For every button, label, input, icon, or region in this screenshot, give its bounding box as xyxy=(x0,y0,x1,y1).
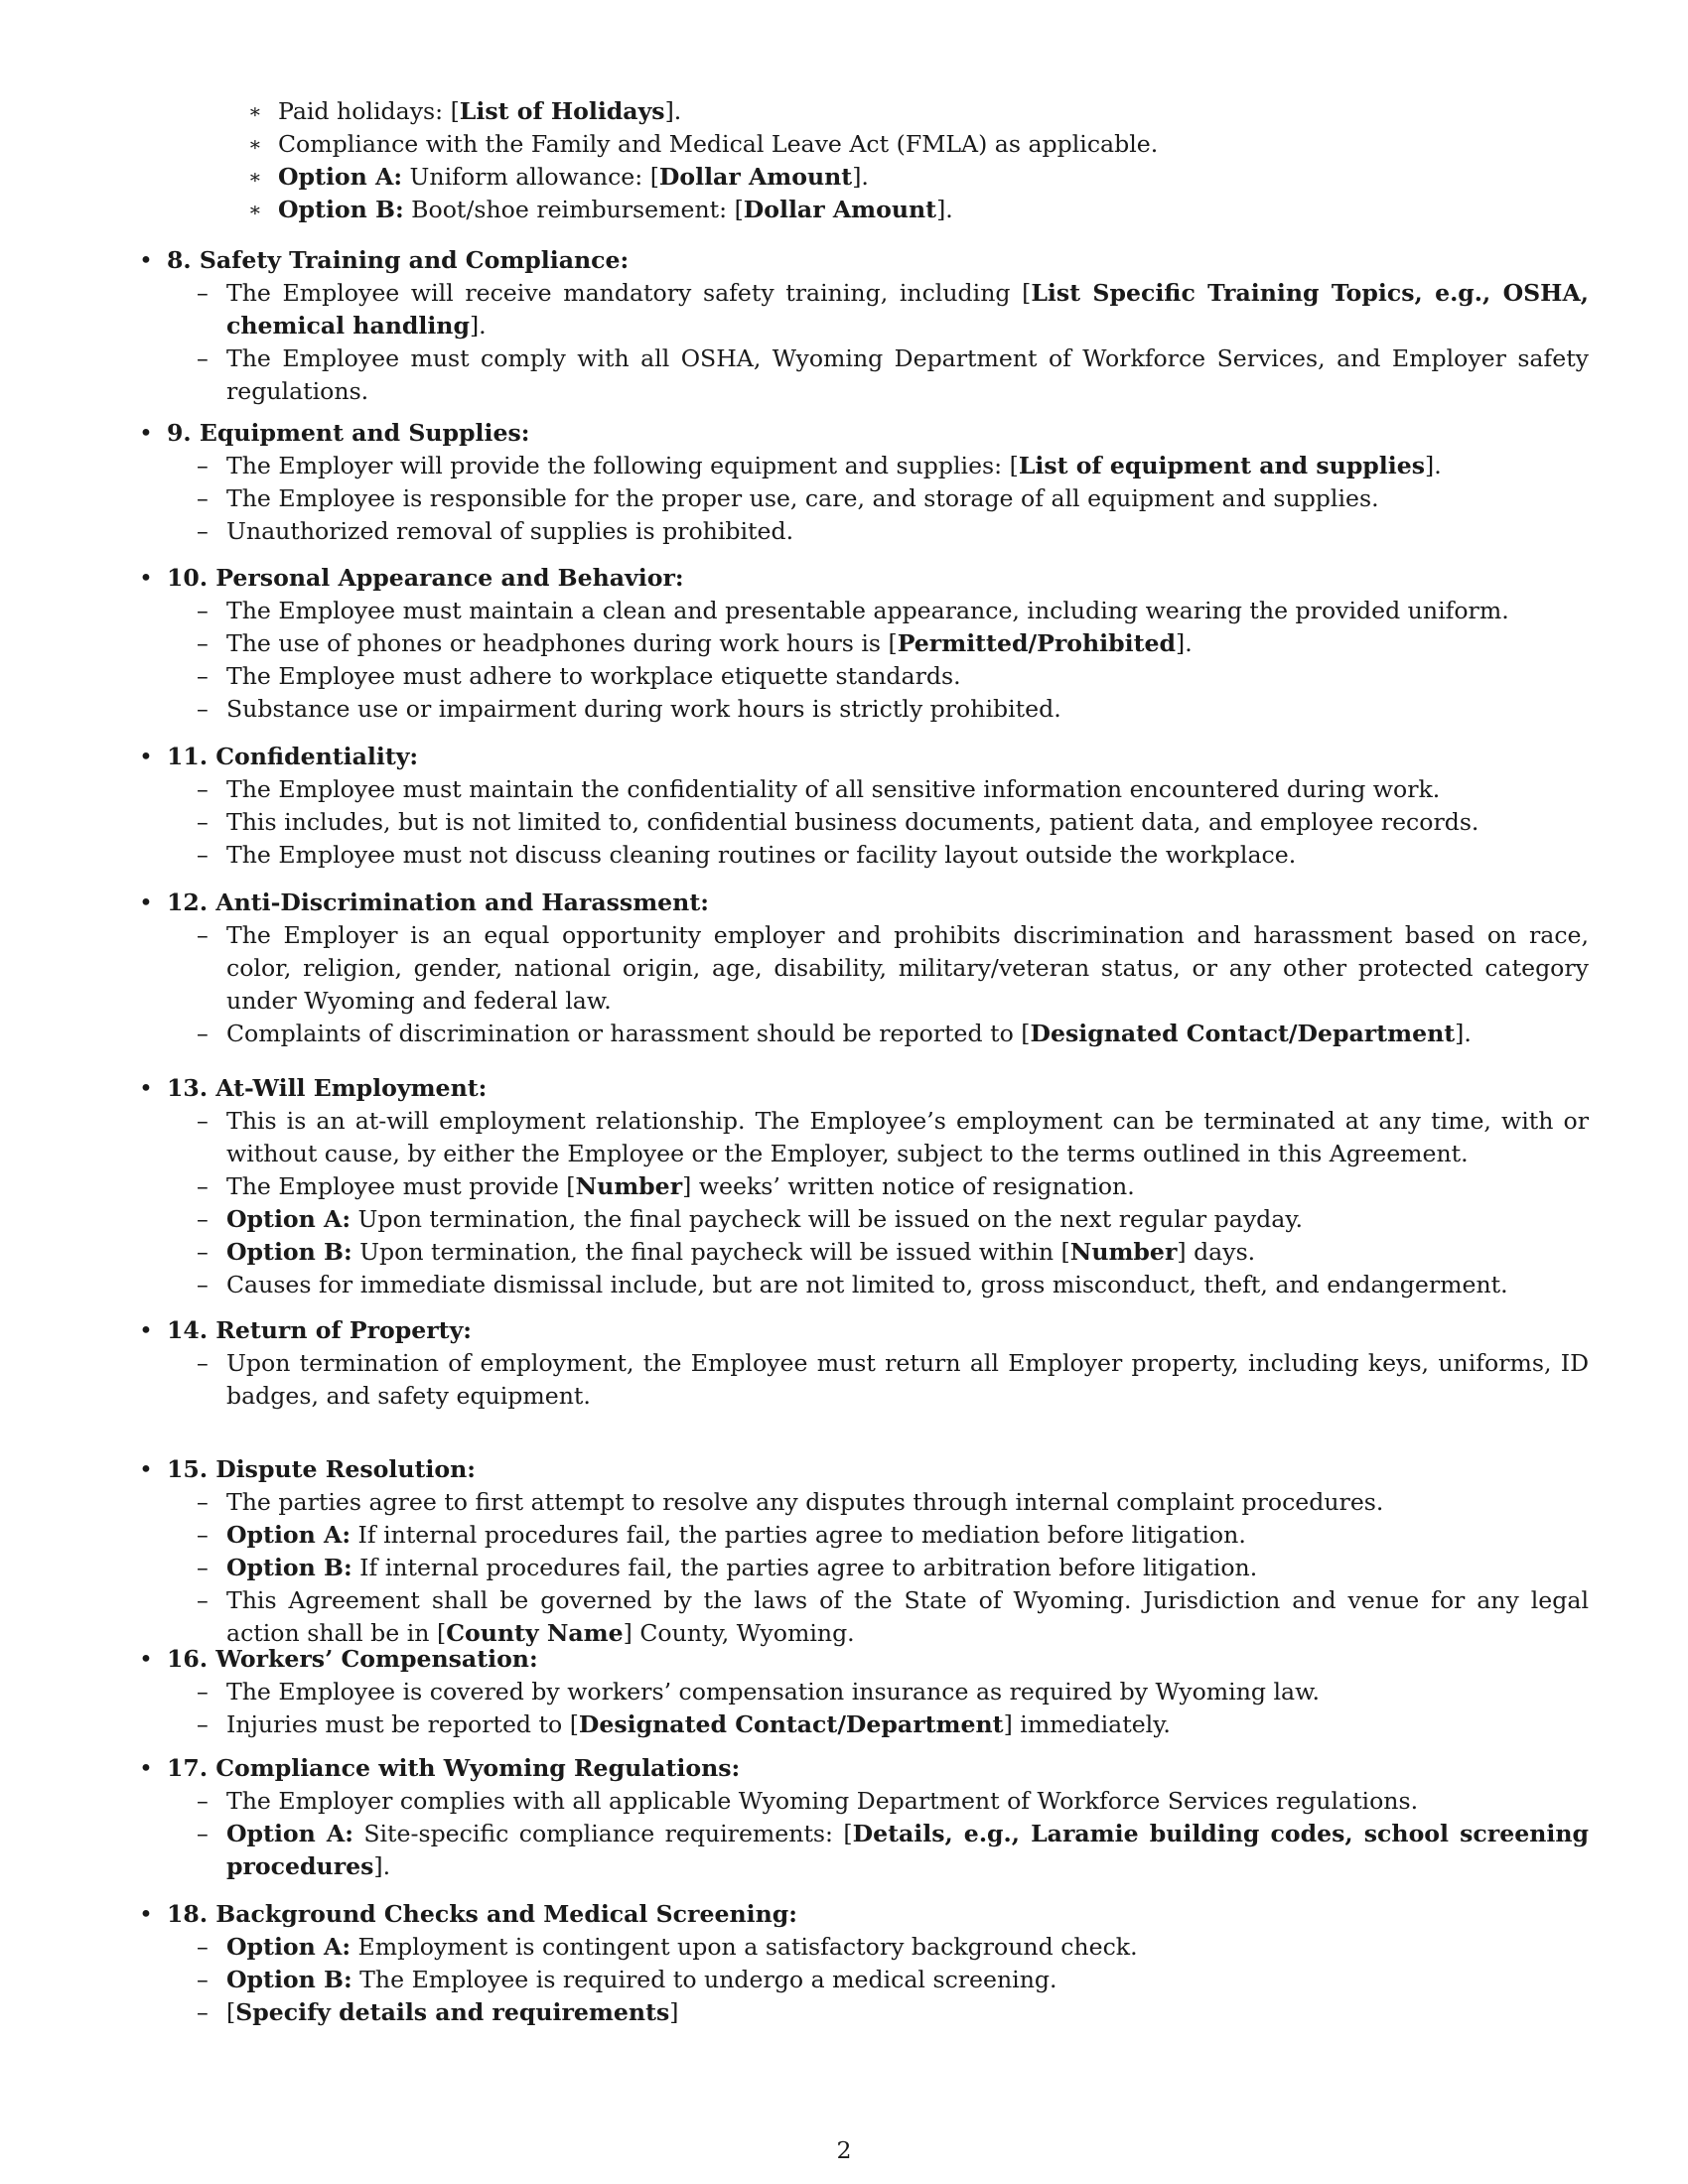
dash-bullet-icon: – xyxy=(197,1107,209,1135)
item-text: The Employer is an equal opportunity employer and prohibits discrimination and harassment based on race, color, religion, gender, national origin, age, disability, military/veteran status, or any other protected category under Wyoming and federal law. xyxy=(226,921,1589,1015)
placeholder-field: Designated Contact/Department xyxy=(1030,1020,1456,1047)
section-item xyxy=(139,595,1589,627)
section-heading xyxy=(139,1752,1589,1785)
dash-bullet-icon: – xyxy=(197,1554,209,1581)
section-item xyxy=(139,342,1589,408)
dash-bullet-icon: – xyxy=(197,808,209,836)
bullet-icon: • xyxy=(139,1074,153,1102)
option-label: Option A: xyxy=(226,1820,353,1847)
section-item xyxy=(139,1105,1589,1170)
dash-bullet-icon: – xyxy=(197,452,209,479)
dash-bullet-icon: – xyxy=(197,1678,209,1706)
bullet-icon: • xyxy=(139,1900,153,1928)
section-item xyxy=(139,660,1589,693)
item-text: Causes for immediate dismissal include, but are not limited to, gross misconduct, theft, and endangerment. xyxy=(226,1271,1508,1298)
option-label: Option A: xyxy=(226,1521,352,1549)
item-text: Injuries must be reported to [ xyxy=(226,1710,579,1738)
benefit-text-end: ]. xyxy=(936,196,953,223)
item-text: Employment is contingent upon a satisfactory background check. xyxy=(351,1933,1138,1961)
section-heading xyxy=(139,562,1589,595)
item-text-end: ]. xyxy=(373,1852,391,1880)
section-heading xyxy=(139,244,1589,277)
dash-bullet-icon: – xyxy=(197,484,209,512)
bullet-icon: • xyxy=(139,1455,153,1483)
item-text: If internal procedures fail, the parties agree to mediation before litigation. xyxy=(351,1521,1246,1549)
section-title: 13. At-Will Employment: xyxy=(167,1074,488,1102)
section-item xyxy=(139,1519,1589,1552)
item-text-end: ] County, Wyoming. xyxy=(623,1619,855,1647)
placeholder-field: Dollar Amount xyxy=(743,196,937,223)
dash-bullet-icon: – xyxy=(197,517,209,545)
bullet-icon: • xyxy=(139,888,153,916)
agreement-section xyxy=(139,1898,1589,2029)
option-label: Option A: xyxy=(226,1205,352,1233)
section-item xyxy=(139,839,1589,872)
item-text: The parties agree to first attempt to resolve any disputes through internal complaint procedures. xyxy=(226,1488,1384,1516)
section-item xyxy=(139,1203,1589,1236)
section-title: 18. Background Checks and Medical Screening: xyxy=(167,1900,797,1928)
section-item xyxy=(139,1584,1589,1650)
dash-bullet-icon: – xyxy=(197,1966,209,1993)
bullet-icon: • xyxy=(139,246,153,274)
section-item xyxy=(139,806,1589,839)
dash-bullet-icon: – xyxy=(197,1205,209,1233)
item-text: The Employer complies with all applicable Wyoming Department of Workforce Services regulations. xyxy=(226,1787,1419,1815)
section-heading xyxy=(139,417,1589,450)
asterisk-bullet-icon: ∗ xyxy=(248,165,262,189)
section-title: 11. Confidentiality: xyxy=(167,743,419,770)
dash-bullet-icon: – xyxy=(197,1998,209,2026)
section-item xyxy=(139,1269,1589,1301)
agreement-section xyxy=(139,887,1589,1050)
bullet-icon: • xyxy=(139,743,153,770)
dash-bullet-icon: – xyxy=(197,1521,209,1549)
placeholder-field: List of equipment and supplies xyxy=(1018,452,1426,479)
section-item xyxy=(139,277,1589,342)
agreement-section xyxy=(139,1314,1589,1413)
benefit-text: Compliance with the Family and Medical Leave Act (FMLA) as applicable. xyxy=(278,130,1159,158)
bullet-icon: • xyxy=(139,564,153,592)
section-item xyxy=(139,1818,1589,1883)
benefit-item xyxy=(248,161,1539,194)
item-text: Substance use or impairment during work hours is strictly prohibited. xyxy=(226,695,1061,723)
section-item xyxy=(139,1785,1589,1818)
placeholder-field: Permitted/Prohibited xyxy=(897,629,1176,657)
dash-bullet-icon: – xyxy=(197,1787,209,1815)
section-item xyxy=(139,1170,1589,1203)
section-heading xyxy=(139,887,1589,919)
agreement-section xyxy=(139,1453,1589,1650)
placeholder-field: Dollar Amount xyxy=(658,163,853,191)
bullet-icon: • xyxy=(139,1754,153,1782)
item-text: The Employee must maintain a clean and presentable appearance, including wearing the provided uniform. xyxy=(226,597,1509,624)
dash-bullet-icon: – xyxy=(197,841,209,869)
dash-bullet-icon: – xyxy=(197,597,209,624)
item-text: Site-specific compliance requirements: [ xyxy=(352,1820,853,1847)
dash-bullet-icon: – xyxy=(197,1933,209,1961)
item-text-end: ] weeks’ written notice of resignation. xyxy=(682,1172,1135,1200)
section-title: 17. Compliance with Wyoming Regulations: xyxy=(167,1754,741,1782)
dash-bullet-icon: – xyxy=(197,662,209,690)
item-text: The Employee must comply with all OSHA, Wyoming Department of Workforce Services, and Employer safety regulations. xyxy=(226,344,1589,405)
item-text: Unauthorized removal of supplies is prohibited. xyxy=(226,517,794,545)
benefit-text: Paid holidays: [ xyxy=(278,97,460,125)
agreement-section xyxy=(139,1643,1589,1741)
item-text-end: ] days. xyxy=(1177,1238,1256,1266)
item-text: The Employee must adhere to workplace etiquette standards. xyxy=(226,662,961,690)
section-item xyxy=(139,1931,1589,1964)
bullet-icon: • xyxy=(139,1316,153,1344)
dash-bullet-icon: – xyxy=(197,1349,209,1377)
page-number: 2 xyxy=(836,2136,852,2164)
agreement-section xyxy=(139,1072,1589,1301)
asterisk-bullet-icon: ∗ xyxy=(248,132,262,156)
agreement-section xyxy=(139,1752,1589,1883)
item-text: Complaints of discrimination or harassment should be reported to [ xyxy=(226,1020,1031,1047)
section-title: 14. Return of Property: xyxy=(167,1316,472,1344)
item-text: Upon termination, the final paycheck will be issued within [ xyxy=(352,1238,1070,1266)
section-item xyxy=(139,482,1589,515)
section-item xyxy=(139,693,1589,726)
benefits-list-continued xyxy=(248,95,1539,226)
item-text: The Employee must maintain the confidentiality of all sensitive information encountered during work. xyxy=(226,775,1441,803)
dash-bullet-icon: – xyxy=(197,279,209,307)
item-text: The Employee must provide [ xyxy=(226,1172,576,1200)
asterisk-bullet-icon: ∗ xyxy=(248,99,262,123)
section-item xyxy=(139,1996,1589,2029)
dash-bullet-icon: – xyxy=(197,1271,209,1298)
item-text: The use of phones or headphones during work hours is [ xyxy=(226,629,898,657)
section-heading xyxy=(139,1898,1589,1931)
option-label: Option B: xyxy=(226,1554,352,1581)
section-item xyxy=(139,773,1589,806)
section-item xyxy=(139,1236,1589,1269)
benefit-item xyxy=(248,194,1539,226)
item-text-end: ] immediately. xyxy=(1003,1710,1171,1738)
section-item xyxy=(139,1964,1589,1996)
placeholder-field: Number xyxy=(1069,1238,1178,1266)
dash-bullet-icon: – xyxy=(197,1488,209,1516)
dash-bullet-icon: – xyxy=(197,775,209,803)
section-item xyxy=(139,515,1589,548)
section-heading xyxy=(139,1453,1589,1486)
section-title: 16. Workers’ Compensation: xyxy=(167,1645,538,1673)
placeholder-field: Number xyxy=(575,1172,683,1200)
item-text: The Employee will receive mandatory safety training, including [ xyxy=(226,279,1032,307)
placeholder-field: Designated Contact/Department xyxy=(578,1710,1004,1738)
section-item xyxy=(139,1676,1589,1708)
section-item xyxy=(139,450,1589,482)
benefit-text: Boot/shoe reimbursement: [ xyxy=(403,196,744,223)
item-text: If internal procedures fail, the parties agree to arbitration before litigation. xyxy=(352,1554,1258,1581)
benefit-text: Uniform allowance: [ xyxy=(402,163,659,191)
option-label: Option B: xyxy=(226,1966,352,1993)
option-label: Option A: xyxy=(278,163,403,191)
section-heading xyxy=(139,1314,1589,1347)
option-label: Option A: xyxy=(226,1933,352,1961)
dash-bullet-icon: – xyxy=(197,1586,209,1614)
dash-bullet-icon: – xyxy=(197,1710,209,1738)
bullet-icon: • xyxy=(139,419,153,447)
item-text: The Employee must not discuss cleaning routines or facility layout outside the workplace. xyxy=(226,841,1297,869)
section-item xyxy=(139,1708,1589,1741)
section-item xyxy=(139,919,1589,1018)
benefit-item xyxy=(248,128,1539,161)
section-title: 9. Equipment and Supplies: xyxy=(167,419,530,447)
item-text: The Employee is covered by workers’ compensation insurance as required by Wyoming law. xyxy=(226,1678,1321,1706)
item-text-end: ] xyxy=(669,1998,679,2026)
dash-bullet-icon: – xyxy=(197,344,209,372)
item-text-end: ]. xyxy=(1425,452,1442,479)
agreement-section xyxy=(139,244,1589,408)
placeholder-field: Details, e.g., Laramie building codes, school screening procedures xyxy=(226,1820,1589,1880)
placeholder-field: List of Holidays xyxy=(459,97,665,125)
section-item xyxy=(139,1486,1589,1519)
section-item xyxy=(139,627,1589,660)
benefit-item xyxy=(248,95,1539,128)
agreement-section xyxy=(139,562,1589,726)
dash-bullet-icon: – xyxy=(197,1020,209,1047)
option-label: Option B: xyxy=(278,196,404,223)
dash-bullet-icon: – xyxy=(197,695,209,723)
item-text-end: ]. xyxy=(469,312,487,340)
item-text: The Employee is responsible for the proper use, care, and storage of all equipment and supplies. xyxy=(226,484,1379,512)
section-item xyxy=(139,1552,1589,1584)
agreement-section xyxy=(139,417,1589,548)
section-title: 10. Personal Appearance and Behavior: xyxy=(167,564,684,592)
benefit-text-end: ]. xyxy=(852,163,869,191)
section-heading xyxy=(139,1072,1589,1105)
dash-bullet-icon: – xyxy=(197,1172,209,1200)
placeholder-field: County Name xyxy=(446,1619,624,1647)
agreement-section xyxy=(139,741,1589,872)
item-text: [ xyxy=(226,1998,236,2026)
placeholder-field: List Specific Training Topics, e.g., OSHA, chemical handling xyxy=(226,279,1589,340)
item-text-end: ]. xyxy=(1455,1020,1472,1047)
section-title: 8. Safety Training and Compliance: xyxy=(167,246,630,274)
section-title: 15. Dispute Resolution: xyxy=(167,1455,476,1483)
benefit-text-end: ]. xyxy=(664,97,682,125)
item-text: This includes, but is not limited to, confidential business documents, patient data, and employee records. xyxy=(226,808,1479,836)
section-item xyxy=(139,1018,1589,1050)
dash-bullet-icon: – xyxy=(197,921,209,949)
dash-bullet-icon: – xyxy=(197,1820,209,1847)
asterisk-bullet-icon: ∗ xyxy=(248,198,262,221)
item-text: Upon termination of employment, the Employee must return all Employer property, including keys, uniforms, ID badges, and safety equipment. xyxy=(226,1349,1589,1410)
item-text: The Employer will provide the following equipment and supplies: [ xyxy=(226,452,1019,479)
placeholder-field: Specify details and requirements xyxy=(235,1998,670,2026)
section-item xyxy=(139,1347,1589,1413)
dash-bullet-icon: – xyxy=(197,1238,209,1266)
item-text: This is an at-will employment relationship. The Employee’s employment can be terminated at any time, with or without cause, by either the Employee or the Employer, subject to the terms outlined in this Agreement. xyxy=(226,1107,1589,1167)
item-text: The Employee is required to undergo a medical screening. xyxy=(352,1966,1057,1993)
section-heading xyxy=(139,741,1589,773)
item-text: Upon termination, the final paycheck will be issued on the next regular payday. xyxy=(351,1205,1304,1233)
dash-bullet-icon: – xyxy=(197,629,209,657)
option-label: Option B: xyxy=(226,1238,352,1266)
bullet-icon: • xyxy=(139,1645,153,1673)
item-text-end: ]. xyxy=(1175,629,1193,657)
section-heading xyxy=(139,1643,1589,1676)
section-title: 12. Anti-Discrimination and Harassment: xyxy=(167,888,709,916)
item-text: This Agreement shall be governed by the laws of the State of Wyoming. Jurisdiction and venue for any legal action shall be in [ xyxy=(226,1586,1589,1647)
